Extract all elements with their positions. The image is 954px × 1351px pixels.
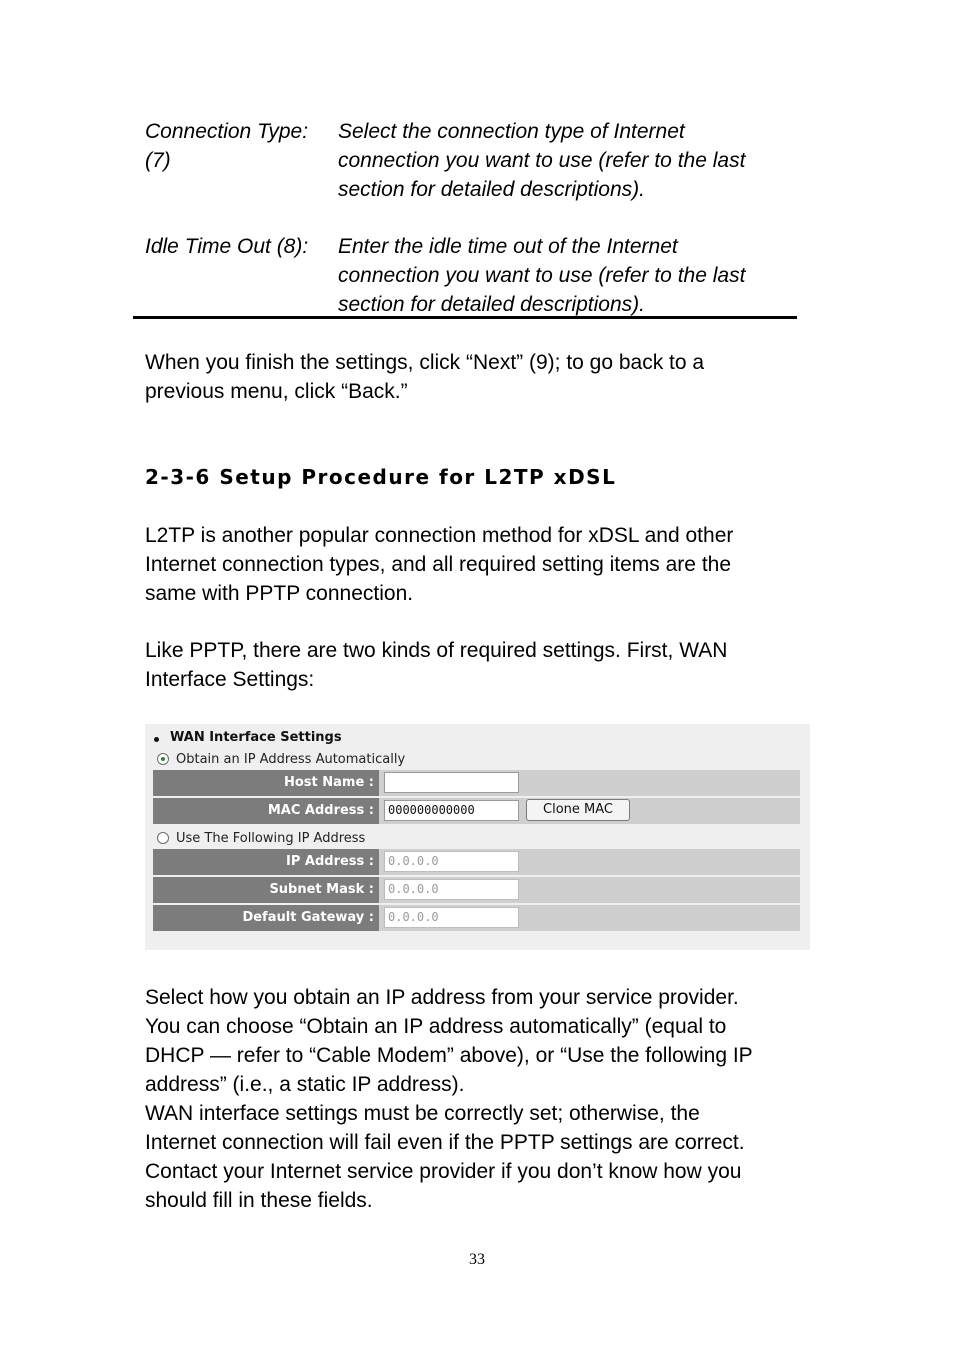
field-label: Default Gateway : <box>153 905 379 931</box>
para-line: Like PPTP, there are two kinds of required settings. First, WAN <box>145 639 728 662</box>
page-number: 33 <box>469 1251 485 1268</box>
field-label: MAC Address : <box>153 798 379 824</box>
definition-desc-idle-time-out <box>338 232 788 319</box>
definition-desc-connection-type <box>338 117 788 204</box>
table-bottom-rule <box>133 316 797 319</box>
panel-title: WAN Interface Settings <box>170 730 342 745</box>
section-heading: 2-3-6 Setup Procedure for L2TP xDSL <box>145 465 617 489</box>
radio-obtain-automatically[interactable] <box>157 752 405 767</box>
paragraph-l2tp-intro <box>145 521 805 608</box>
wan-interface-settings-screenshot <box>145 724 810 950</box>
row-ip-address <box>153 849 800 875</box>
para-line: previous menu, click “Back.” <box>145 380 408 403</box>
bullet-icon <box>154 737 159 742</box>
desc-line: section for detailed descriptions). <box>338 293 645 316</box>
radio-use-following-ip[interactable] <box>157 831 365 846</box>
definition-term-connection-type <box>145 117 335 175</box>
para-line: Select how you obtain an IP address from your service provider. <box>145 986 739 1009</box>
desc-line: connection you want to use (refer to the last <box>338 149 746 172</box>
subnet-mask-input[interactable]: 0.0.0.0 <box>384 879 519 900</box>
para-line: When you finish the settings, click “Next” (9); to go back to a <box>145 351 705 374</box>
clone-mac-button[interactable]: Clone MAC <box>526 799 630 821</box>
row-subnet-mask <box>153 877 800 903</box>
row-mac-address <box>153 798 800 824</box>
row-default-gateway <box>153 905 800 931</box>
para-line: Contact your Internet service provider if you don’t know how you <box>145 1160 742 1183</box>
desc-line: section for detailed descriptions). <box>338 178 645 201</box>
para-line: You can choose “Obtain an IP address automatically” (equal to <box>145 1015 727 1038</box>
para-line: DHCP — refer to “Cable Modem” above), or “Use the following IP <box>145 1044 753 1067</box>
para-line: Interface Settings: <box>145 668 315 691</box>
para-line: should fill in these fields. <box>145 1189 373 1212</box>
radio-selected-icon[interactable] <box>157 753 169 765</box>
term-line: (7) <box>145 149 171 172</box>
radio-label: Obtain an IP Address Automatically <box>176 752 406 767</box>
desc-line: Select the connection type of Internet <box>338 120 685 143</box>
field-label: IP Address : <box>153 849 379 875</box>
host-name-input[interactable] <box>384 772 519 793</box>
field-label: Subnet Mask : <box>153 877 379 903</box>
paragraph-obtain-ip <box>145 983 805 1215</box>
para-line: same with PPTP connection. <box>145 582 414 605</box>
para-line: Internet connection types, and all required setting items are the <box>145 553 732 576</box>
field-label: Host Name : <box>153 770 379 796</box>
ip-address-input[interactable]: 0.0.0.0 <box>384 851 519 872</box>
definition-term-idle-time-out <box>145 232 335 261</box>
desc-line: Enter the idle time out of the Internet <box>338 235 678 258</box>
radio-label: Use The Following IP Address <box>176 831 366 846</box>
term-line: Connection Type: <box>145 120 309 143</box>
radio-unselected-icon[interactable] <box>157 832 169 844</box>
paragraph-two-kinds <box>145 636 805 694</box>
default-gateway-input[interactable]: 0.0.0.0 <box>384 907 519 928</box>
para-line: WAN interface settings must be correctly set; otherwise, the <box>145 1102 700 1125</box>
mac-address-input[interactable]: 000000000000 <box>384 800 519 821</box>
term-line: Idle Time Out (8): <box>145 235 309 258</box>
row-host-name <box>153 770 800 796</box>
para-line: address” (i.e., a static IP address). <box>145 1073 465 1096</box>
desc-line: connection you want to use (refer to the last <box>338 264 746 287</box>
para-line: Internet connection will fail even if the PPTP settings are correct. <box>145 1131 745 1154</box>
para-line: L2TP is another popular connection method for xDSL and other <box>145 524 734 547</box>
paragraph-next-back <box>145 348 805 406</box>
